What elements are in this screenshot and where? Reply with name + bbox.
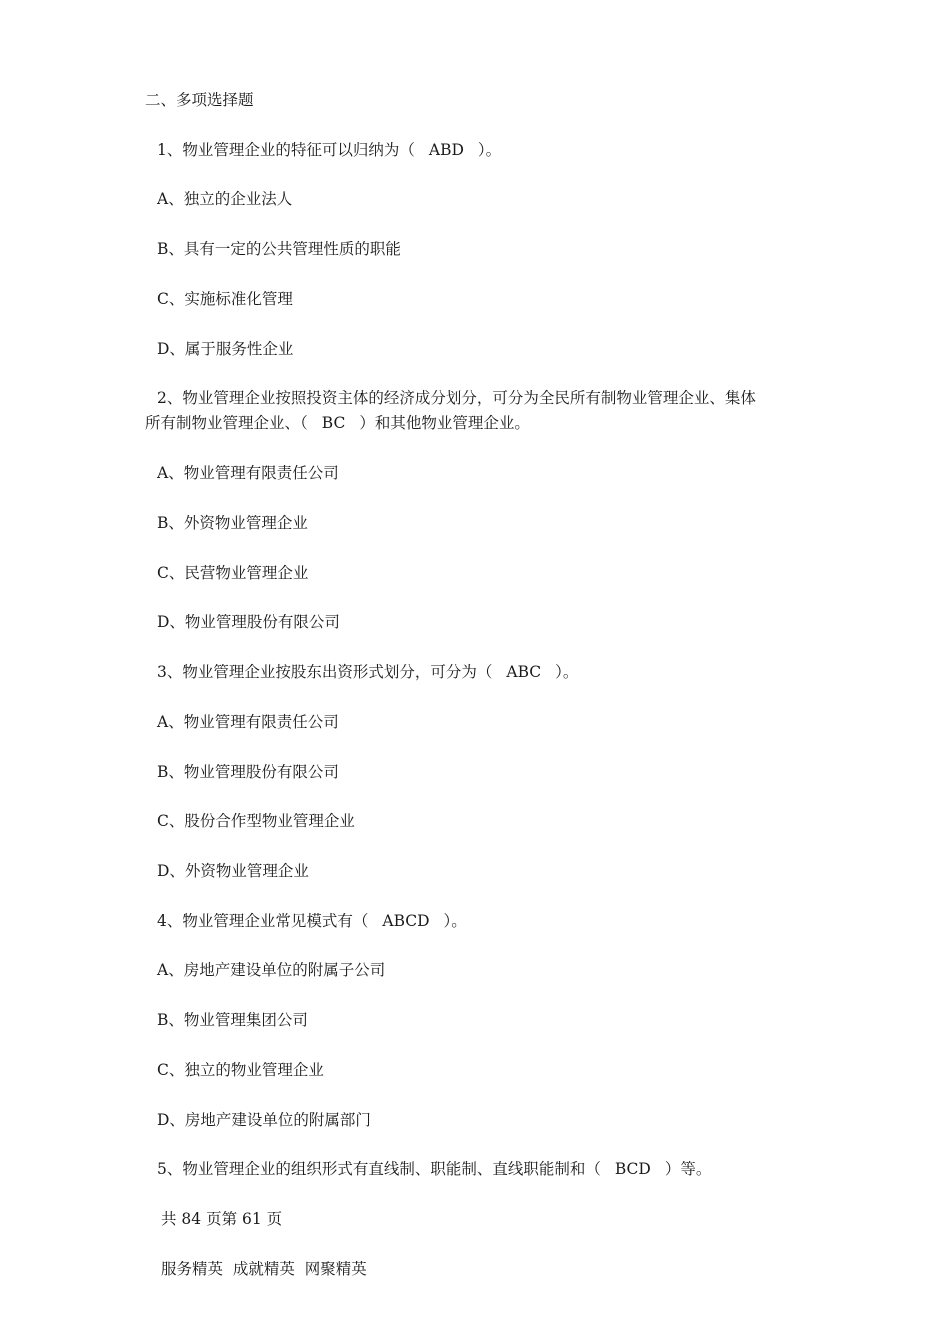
question-4-stem — [157, 909, 827, 934]
question-1-option-d: D、属于服务性企业 — [157, 340, 294, 358]
question-2-option-b: B、外资物业管理企业 — [157, 514, 308, 532]
question-1-answer: ABD — [428, 141, 464, 159]
question-1-option-c: C、实施标准化管理 — [157, 290, 293, 308]
question-5-stem-after: ）等。 — [664, 1160, 712, 1178]
question-2-stem-line1: 2、物业管理企业按照投资主体的经济成分划分，可分为全民所有制物业管理企业、集体 — [157, 389, 756, 407]
question-2-answer: BC — [321, 414, 346, 432]
question-1-option-a: A、独立的企业法人 — [157, 190, 293, 208]
question-5-stem — [157, 1157, 827, 1182]
question-5-answer: BCD — [614, 1160, 651, 1178]
question-3-stem-before: 3、物业管理企业按股东出资形式划分，可分为（ — [157, 663, 493, 681]
question-2-option-c: C、民营物业管理企业 — [157, 564, 309, 582]
question-4-stem-after: ）。 — [443, 912, 467, 930]
question-1-option-b: B、具有一定的公共管理性质的职能 — [157, 240, 401, 258]
question-1-stem-before: 1、物业管理企业的特征可以归纳为（ — [157, 141, 415, 159]
question-4-option-a: A、房地产建设单位的附属子公司 — [157, 961, 386, 979]
question-3-option-c: C、股份合作型物业管理企业 — [157, 812, 355, 830]
question-3-option-b: B、物业管理股份有限公司 — [157, 763, 339, 781]
question-2-stem-after: ）和其他物业管理企业。 — [359, 414, 530, 432]
question-3-option-d: D、外资物业管理企业 — [157, 862, 309, 880]
question-2-option-a: A、物业管理有限责任公司 — [157, 464, 339, 482]
question-2-stem-before: 所有制物业管理企业、（ — [145, 414, 308, 432]
question-3-stem — [157, 660, 827, 685]
question-4-stem-before: 4、物业管理企业常见模式有（ — [157, 912, 369, 930]
section-title: 二、多项选择题 — [145, 91, 254, 109]
question-2-option-d: D、物业管理股份有限公司 — [157, 613, 340, 631]
question-5-stem-before: 5、物业管理企业的组织形式有直线制、职能制、直线职能制和（ — [157, 1160, 601, 1178]
question-3-option-a: A、物业管理有限责任公司 — [157, 713, 339, 731]
question-1-stem-after: ）。 — [477, 141, 502, 159]
question-3-stem-after: ）。 — [555, 663, 579, 681]
question-4-answer: ABCD — [382, 912, 430, 930]
page-info: 共 84 页第 61 页 — [161, 1210, 283, 1228]
question-4-option-b: B、物业管理集团公司 — [157, 1011, 308, 1029]
question-4-option-c: C、独立的物业管理企业 — [157, 1061, 324, 1079]
question-1-stem — [157, 138, 827, 163]
question-3-answer: ABC — [506, 663, 542, 681]
question-2-stem — [145, 411, 815, 436]
question-4-option-d: D、房地产建设单位的附属部门 — [157, 1111, 371, 1129]
footer-slogan: 服务精英 成就精英 网聚精英 — [161, 1260, 367, 1278]
